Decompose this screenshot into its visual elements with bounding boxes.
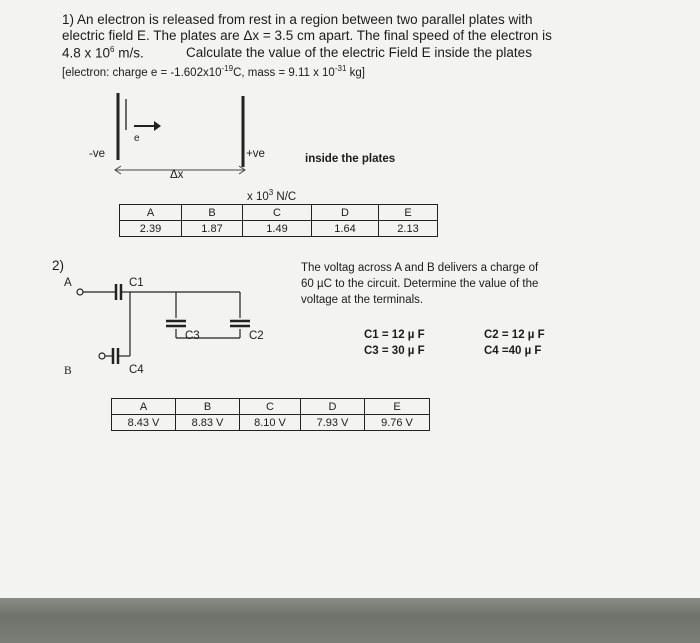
- q2-answer-table: [111, 398, 430, 431]
- table-header-row: [112, 399, 430, 415]
- negative-plate-label: -ve: [89, 148, 105, 160]
- desk-surface-strip: [0, 598, 700, 643]
- header-cell: A: [120, 205, 182, 221]
- value-cell: 2.39: [120, 221, 182, 237]
- terminal-b-label: B: [64, 365, 72, 377]
- value-cell: 1.64: [312, 221, 379, 237]
- value-cell: 8.10 V: [240, 415, 301, 431]
- dx-label: Δx: [170, 169, 184, 181]
- inside-plates-label: inside the plates: [305, 153, 396, 165]
- value-cell: 1.87: [182, 221, 243, 237]
- c3-value: C3 = 30 µ F: [364, 345, 425, 357]
- header-cell: C: [243, 205, 312, 221]
- c1-value: C1 = 12 µ F: [364, 329, 425, 341]
- q2-number: 2): [52, 258, 65, 273]
- c4-value: C4 =40 µ F: [484, 345, 542, 357]
- table-row: [112, 415, 430, 431]
- terminal-a-label: A: [64, 277, 72, 289]
- q1-constants: [electron: charge $e = -1.602x10^{-19}C$, mass = 9.11 x $10^{-31}$ kg]: [62, 64, 365, 79]
- header-cell: B: [176, 399, 240, 415]
- electron-label: e: [134, 133, 140, 144]
- value-cell: 1.49: [243, 221, 312, 237]
- value-cell: 8.83 V: [176, 415, 240, 431]
- field-unit-label: x $10^3$ N/C: [247, 188, 297, 203]
- q1-line-2: electric field E. The plates are Δx = 3.5 cm apart. The final speed of the electron is: [62, 28, 552, 43]
- value-cell: 8.43 V: [112, 415, 176, 431]
- q2-text-2: 60 µC to the circuit. Determine the value of the: [301, 278, 539, 290]
- c1-label: C1: [129, 277, 144, 289]
- q2-text-3: voltage at the terminals.: [301, 294, 424, 306]
- header-cell: D: [312, 205, 379, 221]
- header-cell: B: [182, 205, 243, 221]
- positive-plate-label: +ve: [246, 148, 265, 160]
- value-cell: 9.76 V: [365, 415, 430, 431]
- q2-text-1: The voltag across A and B delivers a charge of: [301, 262, 539, 274]
- c3-label: C3: [185, 330, 200, 342]
- header-cell: D: [301, 399, 365, 415]
- header-cell: E: [365, 399, 430, 415]
- header-cell: E: [379, 205, 438, 221]
- header-cell: C: [240, 399, 301, 415]
- q1-line-3a: 4.8 x $10^6$ m/s.: [62, 45, 144, 61]
- value-cell: 7.93 V: [301, 415, 365, 431]
- header-cell: A: [112, 399, 176, 415]
- q1-line-1: 1) An electron is released from rest in a region between two parallel plates with: [62, 12, 533, 27]
- c2-value: C2 = 12 µ F: [484, 329, 545, 341]
- q1-line-3c: Calculate the value of the electric Field E inside the plates: [186, 45, 532, 60]
- c2-label: C2: [249, 330, 264, 342]
- c4-label: C4: [129, 364, 144, 376]
- value-cell: 2.13: [379, 221, 438, 237]
